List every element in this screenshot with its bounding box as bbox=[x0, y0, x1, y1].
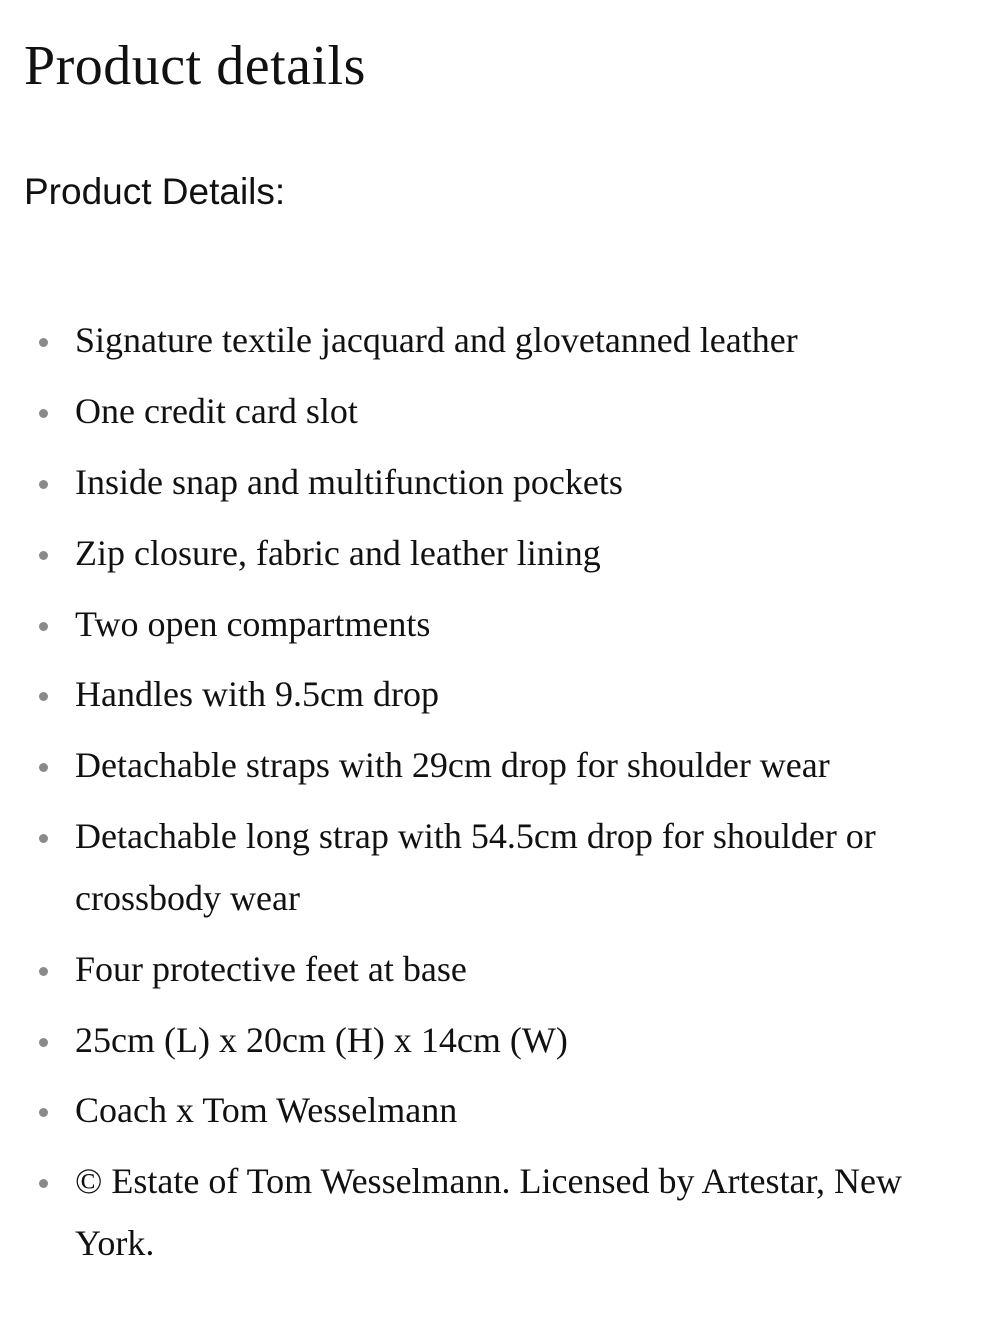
list-item-text: One credit card slot bbox=[75, 390, 358, 431]
list-item bbox=[0, 735, 1000, 797]
list-item-text: Signature textile jacquard and glovetanned leather bbox=[75, 320, 798, 360]
list-item bbox=[0, 594, 1000, 656]
section-heading: Product Details: bbox=[24, 171, 286, 212]
bullet-icon bbox=[39, 1038, 48, 1047]
bullet-icon bbox=[39, 551, 48, 560]
list-item bbox=[0, 1080, 1000, 1142]
bullet-icon bbox=[39, 1108, 48, 1117]
list-item-text: © Estate of Tom Wesselmann. Licensed by Artestar, New York. bbox=[75, 1161, 902, 1263]
list-item bbox=[0, 452, 1000, 514]
bullet-icon bbox=[39, 692, 48, 701]
list-item bbox=[0, 664, 1000, 726]
list-item-text: Four protective feet at base bbox=[75, 948, 467, 989]
list-item bbox=[0, 1151, 1000, 1274]
list-item-text: Detachable straps with 29cm drop for shoulder wear bbox=[75, 745, 830, 786]
bullet-icon bbox=[39, 622, 48, 631]
list-item-text: Inside snap and multifunction pockets bbox=[75, 461, 623, 502]
list-item-text: Detachable long strap with 54.5cm drop for shoulder or crossbody wear bbox=[75, 816, 876, 918]
list-item-text: Two open compartments bbox=[75, 603, 431, 644]
bullet-icon bbox=[39, 480, 48, 489]
bullet-icon bbox=[39, 834, 48, 843]
list-item-text: 25cm (L) x 20cm (H) x 14cm (W) bbox=[75, 1019, 568, 1060]
page-title: Product details bbox=[24, 35, 366, 97]
list-item bbox=[0, 381, 1000, 443]
bullet-icon bbox=[39, 338, 48, 347]
list-item bbox=[0, 1010, 1000, 1072]
list-item bbox=[0, 523, 1000, 585]
bullet-icon bbox=[39, 763, 48, 772]
list-item-text: Handles with 9.5cm drop bbox=[75, 674, 439, 715]
bullet-icon bbox=[39, 409, 48, 418]
bullet-icon bbox=[39, 1179, 48, 1188]
list-item bbox=[0, 806, 1000, 929]
list-item bbox=[0, 939, 1000, 1001]
list-item-text: Zip closure, fabric and leather lining bbox=[75, 532, 601, 573]
list-item-text: Coach x Tom Wesselmann bbox=[75, 1090, 458, 1131]
list-item bbox=[0, 310, 1000, 372]
product-details-list bbox=[0, 310, 1000, 1284]
bullet-icon bbox=[39, 967, 48, 976]
